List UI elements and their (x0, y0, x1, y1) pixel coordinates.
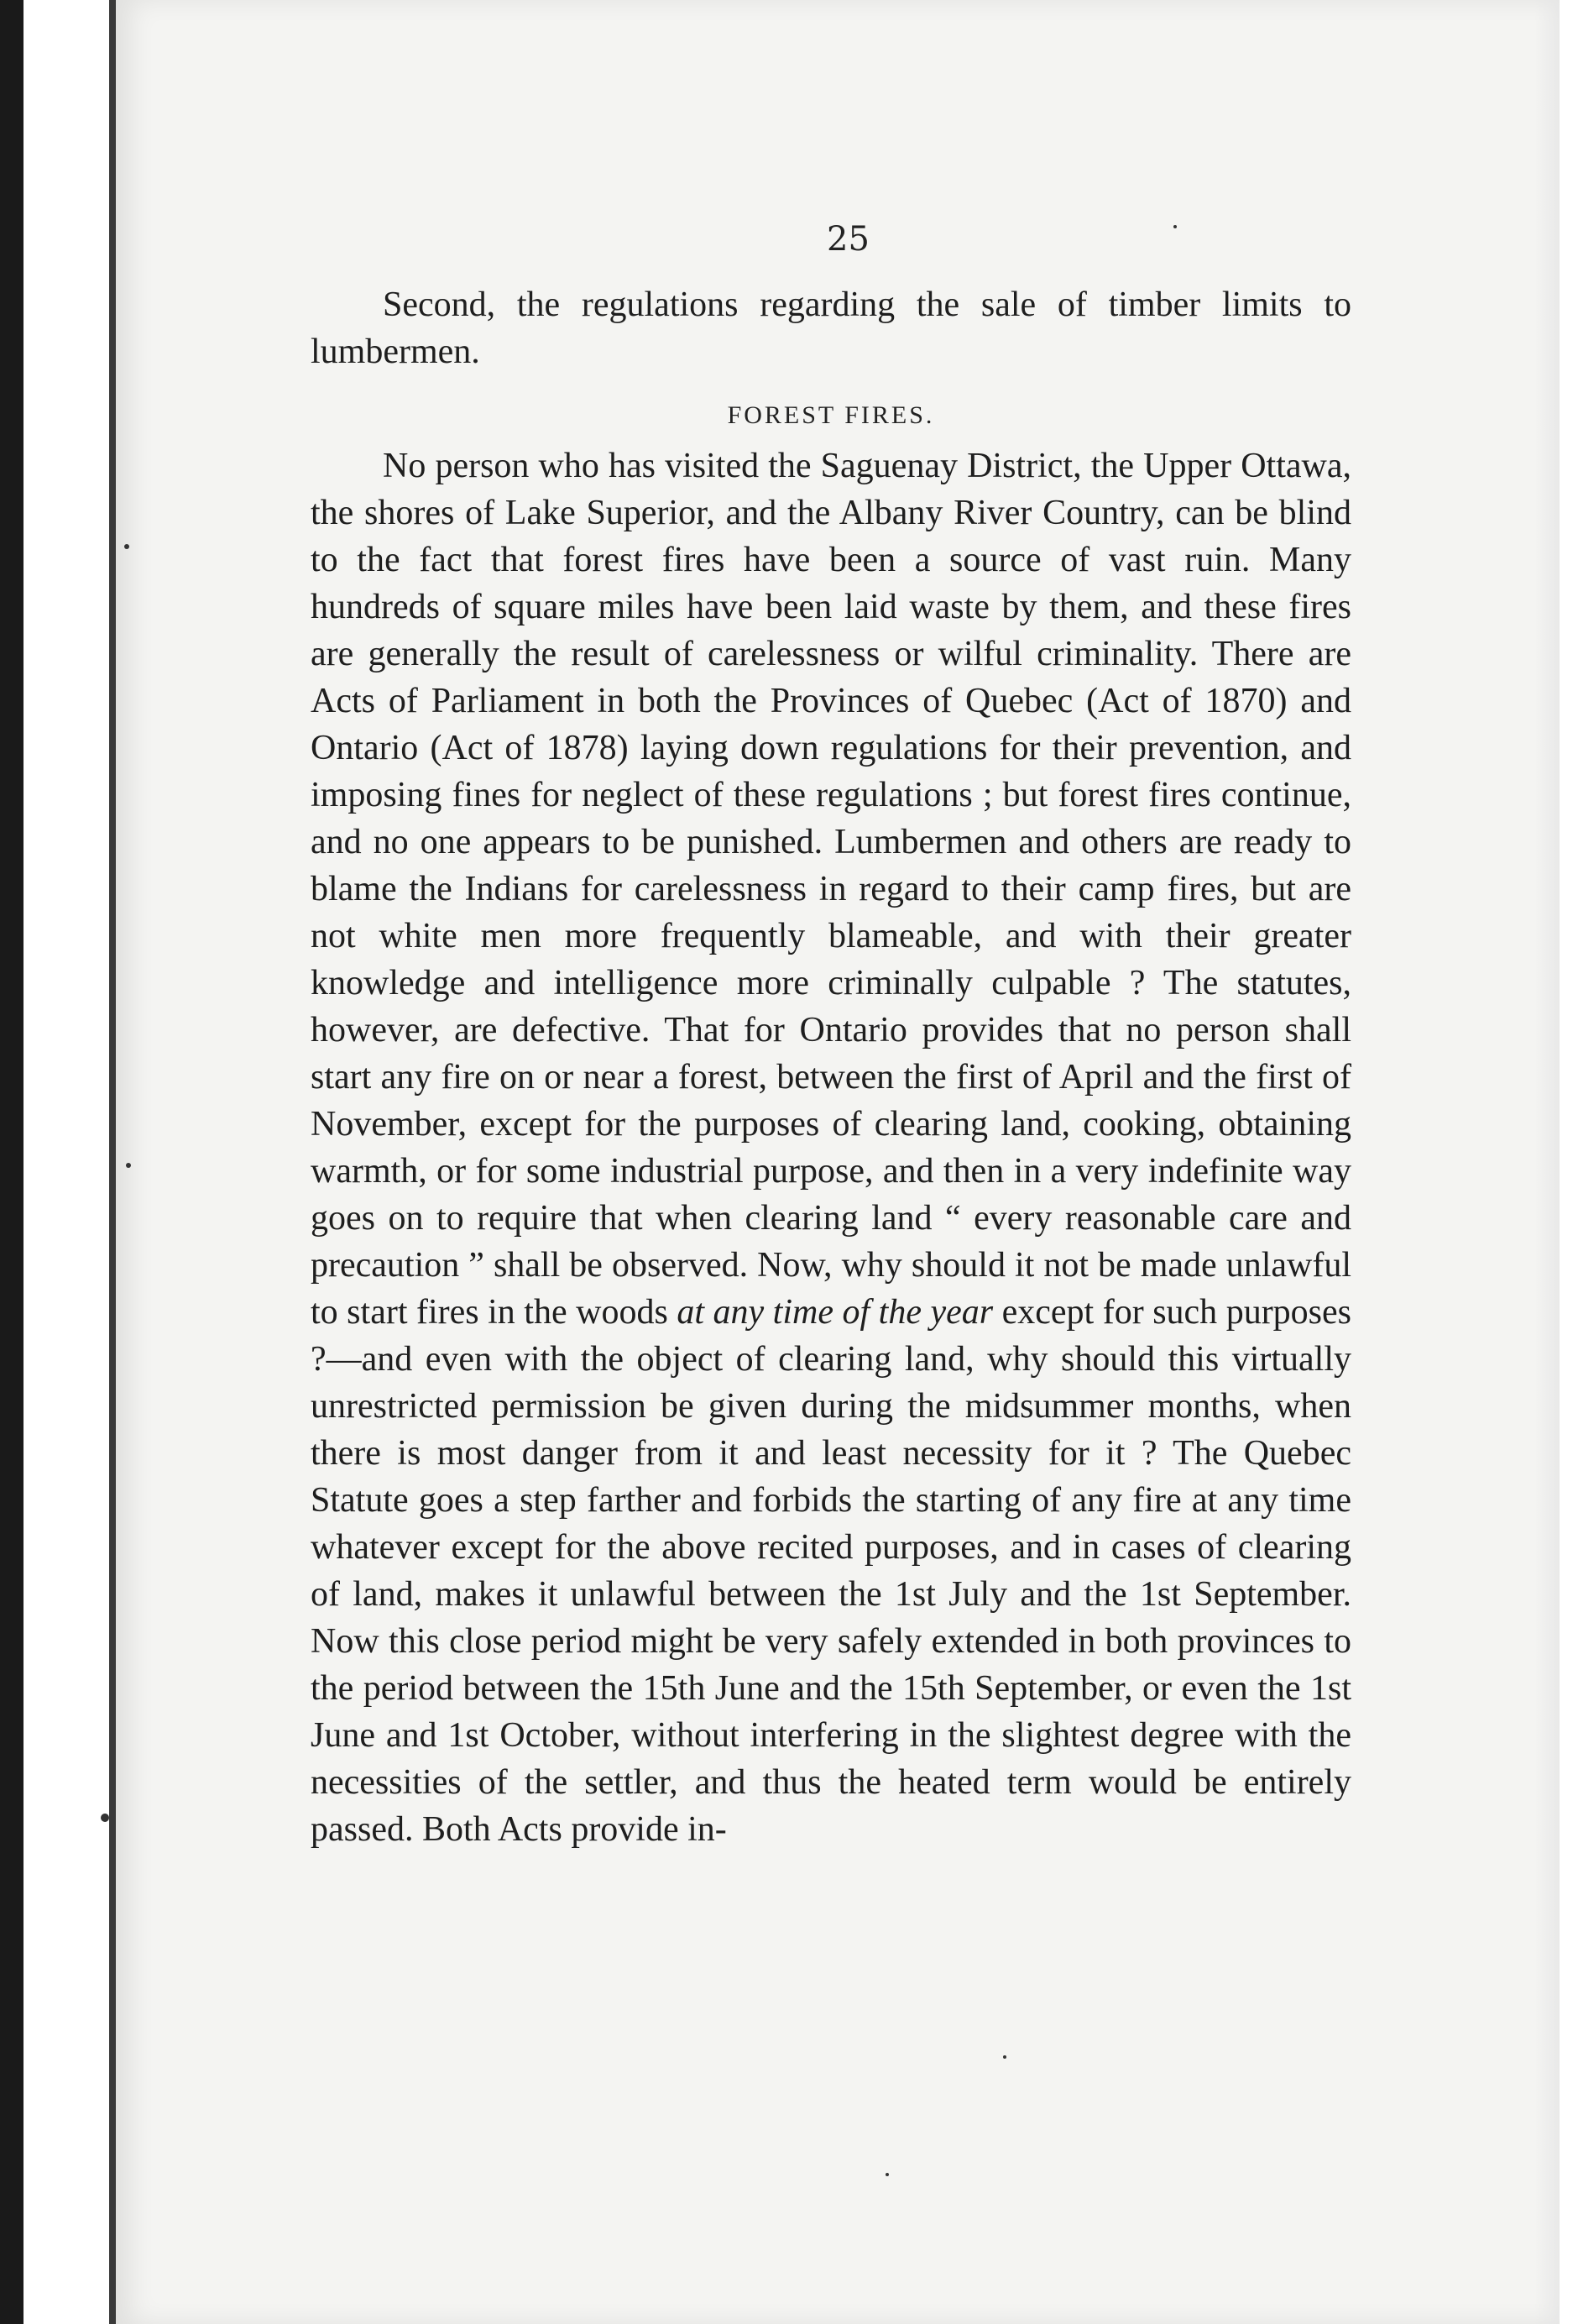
scan-speck (126, 1163, 131, 1168)
body-text-part1: No person who has visited the Saguenay District, the Upper Ottawa, the shores of Lake Superior, and the Albany River Country, can be blind to the fact that forest fires have been a source of vast ruin. Many hundreds of square miles have been laid waste by them, and these fires are generally the result of carelessness or wilful criminality. There are Acts of Parliament in both the Provinces of Quebec (Act of 1870) and Ontario (Act of 1878) laying down regulations for their prevention, and imposing fines for neglect of these regulations ; but forest fires continue, and no one appears to be punished. Lumbermen and others are ready to blame the Indians for carelessness in regard to their camp fires, but are not white men more frequently blameable, and with their greater knowledge and intelligence more criminally culpable ? The statutes, however, are defective. That for Ontario provides that no person shall start any fire on or near a forest, between the first of April and the first of November, except for the purposes of clearing land, cooking, obtaining warmth, or for some industrial purpose, and then in a very indefinite way goes on to require that when clearing land “ every reasonable care and precaution ” shall be observed. Now, why should it not be made unlawful to start fires in the woods (311, 447, 1351, 1332)
body-text-emphasis: at any time of the year (677, 1293, 994, 1332)
scan-speck (1173, 225, 1177, 228)
page-text (311, 281, 1351, 1853)
scan-speck (1003, 2055, 1006, 2059)
page-edge-shadow (1534, 0, 1560, 2324)
scan-speck (124, 544, 129, 549)
scan-speck (101, 1814, 109, 1822)
scan-speck (886, 2173, 889, 2176)
body-paragraph (311, 442, 1351, 1853)
scan-border (0, 0, 24, 2324)
body-text-part2: except for such purposes ?—and even with the object of clearing land, why should this virtually unrestricted permission be given during the midsummer months, when there is most danger from it and least necessity for it ? The Quebec Statute goes a step farther and forbids the starting of any fire at any time whatever except for the above recited purposes, and in cases of clearing of land, makes it unlawful between the 1st July and the 1st September. Now this close period might be very safely extended in both provinces to the period between the 15th June and the 15th September, or even the 1st June and 1st October, without interfering in the slightest degree with the necessities of the settler, and thus the heated term would be entirely passed. Both Acts provide in- (311, 1293, 1352, 1849)
intro-paragraph: Second, the regulations regarding the sale of timber limits to lumbermen. (311, 285, 1351, 371)
page-number: 25 (827, 220, 870, 259)
section-heading: FOREST FIRES. (727, 401, 935, 429)
